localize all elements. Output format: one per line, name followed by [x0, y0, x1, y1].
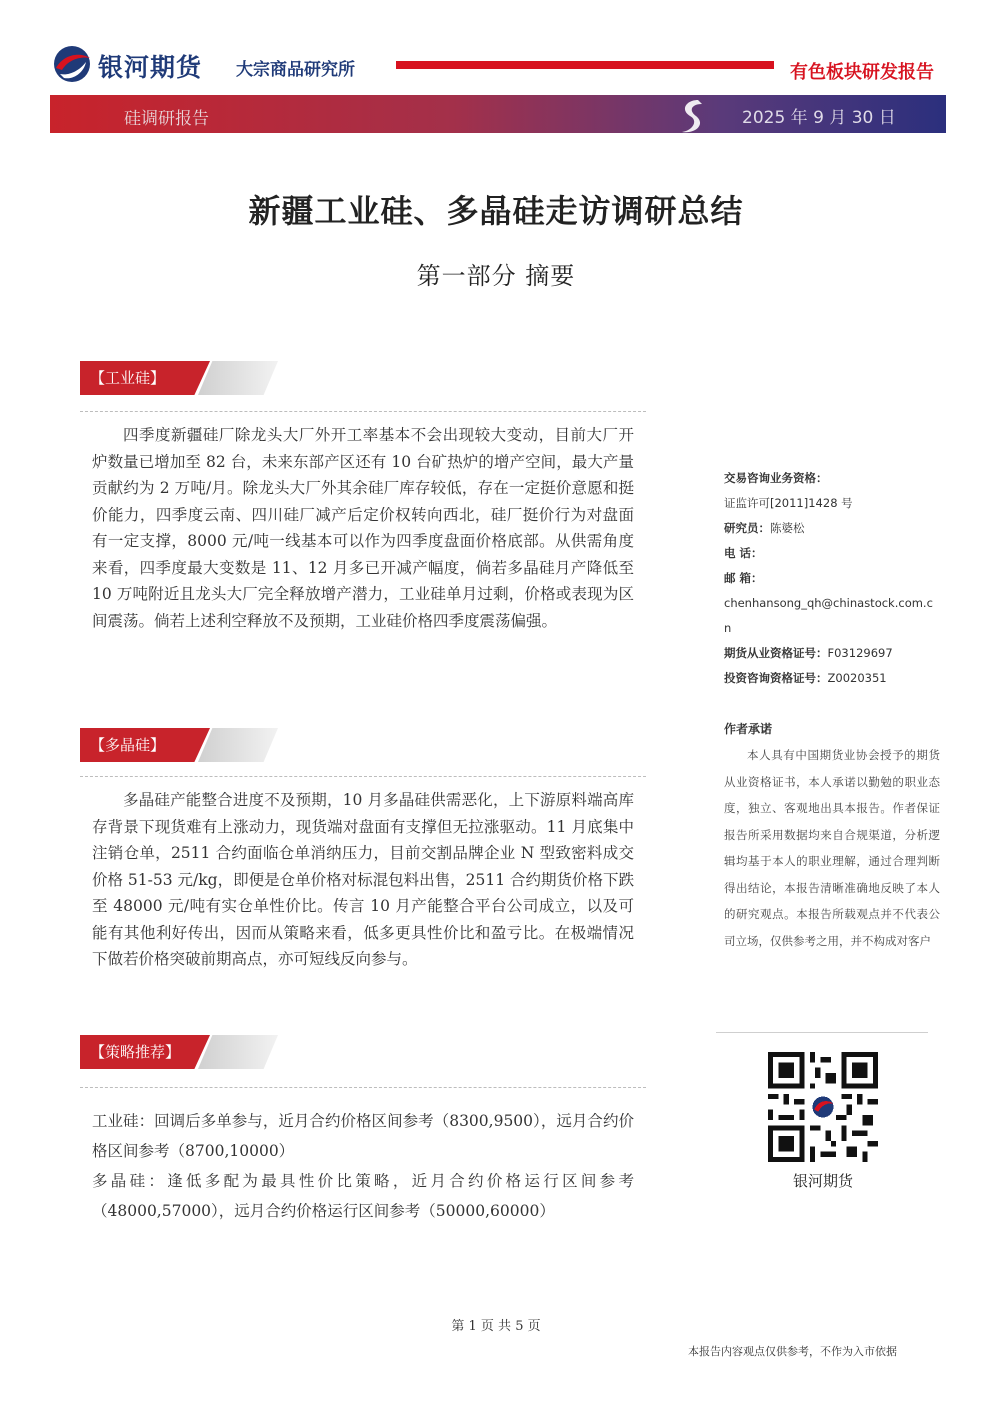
- sidebar-divider: [716, 1032, 928, 1033]
- section-divider: [80, 411, 646, 412]
- section-tag-label: 【工业硅】: [90, 369, 166, 387]
- qr-label: 银河期货: [792, 1172, 853, 1190]
- invest-cert-value: Z0020351: [827, 671, 887, 685]
- section-tag-label: 【多晶硅】: [90, 736, 166, 754]
- header-red-line: [396, 61, 774, 69]
- email-label: 邮 箱：: [724, 571, 763, 585]
- researcher-label: 研究员：: [724, 521, 770, 535]
- banner-s-logo-icon: [672, 96, 712, 136]
- page-number: 第 1 页 共 5 页: [451, 1319, 541, 1334]
- brand-name: 银河期货: [98, 53, 203, 82]
- galaxy-logo-icon: [50, 44, 94, 84]
- promise-text: 本人具有中国期货业协会授予的期货从业资格证书，本人承诺以勤勉的职业态度，独立、客观地出具本报告。作者保证报告所采用数据均来自合规渠道，分析逻辑均基于本人的职业理解，通过合理判断得出结论，本报告清晰准确地反映了本人的研究观点。本报告所载观点并不代表公司立场，仅供参考之用，并不构成对客户: [724, 748, 940, 948]
- futures-cert-value: F03129697: [827, 646, 893, 660]
- polysilicon-paragraph: 多晶硅产能整合进度不及预期，10 月多晶硅供需恶化，上下游原料端高库存背景下现货难有上涨动力，现货端对盘面有支撑但无拉涨驱动。11 月底集中注销仓单，2511 合约面临仓单消纳压力，目前交割品牌企业 N 型致密料成交价格 51-53 元/kg，即便是仓单价格对标混包料出售，2511 合约期货价格下跌至 48000 元/吨有实仓单性价比。传言 10 月产能整合平台公司成立，以及可能有其他利好传出，因而从策略来看，低多更具性价比和盈亏比。在极端情况下做若价格突破前期高点，亦可短线反向参与。: [92, 791, 634, 968]
- futures-cert: [724, 641, 893, 666]
- section-tag-industrial-silicon: [80, 361, 280, 395]
- invest-cert-label: 投资咨询资格证号：: [724, 671, 828, 685]
- section-divider: [80, 1087, 646, 1088]
- page-title: 新疆工业硅、多晶硅走访调研总结: [248, 192, 744, 230]
- promise-title: 作者承诺: [724, 722, 773, 736]
- researcher-name: 陈婆松: [770, 521, 805, 535]
- qualification-title: 交易咨询业务资格：: [724, 471, 828, 485]
- section-subtitle: 第一部分 摘要: [416, 262, 576, 290]
- report-type: 有色板块研发报告: [790, 62, 934, 83]
- researcher: [724, 516, 805, 541]
- section-tag-strategy: [80, 1035, 280, 1069]
- institute-name: 大宗商品研究所: [236, 60, 355, 80]
- section-tag-label: 【策略推荐】: [90, 1043, 181, 1061]
- qr-code-icon[interactable]: [768, 1052, 878, 1162]
- qualification-value: 证监许可[2011]1428 号: [724, 496, 853, 510]
- industrial-silicon-paragraph: 四季度新疆硅厂除龙头大厂外开工率基本不会出现较大变动，目前大厂开炉数量已增加至 82 台，未来东部产区还有 10 台矿热炉的增产空间，最大产量贡献约为 2 万吨/月。除龙头大厂外其余硅厂库存较低，存在一定挺价意愿和挺价能力，四季度云南、四川硅厂减产后定价权转向西北，硅厂挺价行为对盘面有一定支撑，8000 元/吨一线基本可以作为四季度盘面价格底部。从供需角度来看，四季度最大变数是 11、12 月多已开减产幅度，倘若多晶硅月产降低至 10 万吨附近且龙头大厂完全释放增产潜力，工业硅单月过剩，价格或表现为区间震荡。倘若上述利空释放不及预期，工业硅价格四季度震荡偏强。: [92, 426, 634, 630]
- banner-report-name: 硅调研报告: [124, 109, 209, 129]
- strategy-line-polysilicon: 多晶硅：逢低多配为最具性价比策略，近月合约价格运行区间参考（48000,57000），远月合约价格运行区间参考（50000,60000）: [92, 1172, 634, 1220]
- section-tag-polysilicon: [80, 728, 280, 762]
- footer-disclaimer: 本报告内容观点仅供参考，不作为入市依据: [688, 1345, 897, 1358]
- futures-cert-label: 期货从业资格证号：: [724, 646, 828, 660]
- section-divider: [80, 776, 646, 777]
- strategy-line-silicon: 工业硅：回调后多单参与，近月合约价格区间参考（8300,9500），远月合约价格区间参考（8700,10000）: [92, 1112, 634, 1160]
- invest-cert: [724, 666, 887, 691]
- phone-label: 电 话：: [724, 546, 763, 560]
- email-value: chenhansong_qh@chinastock.com.cn: [724, 596, 933, 635]
- report-date: 2025 年 9 月 30 日: [742, 108, 896, 128]
